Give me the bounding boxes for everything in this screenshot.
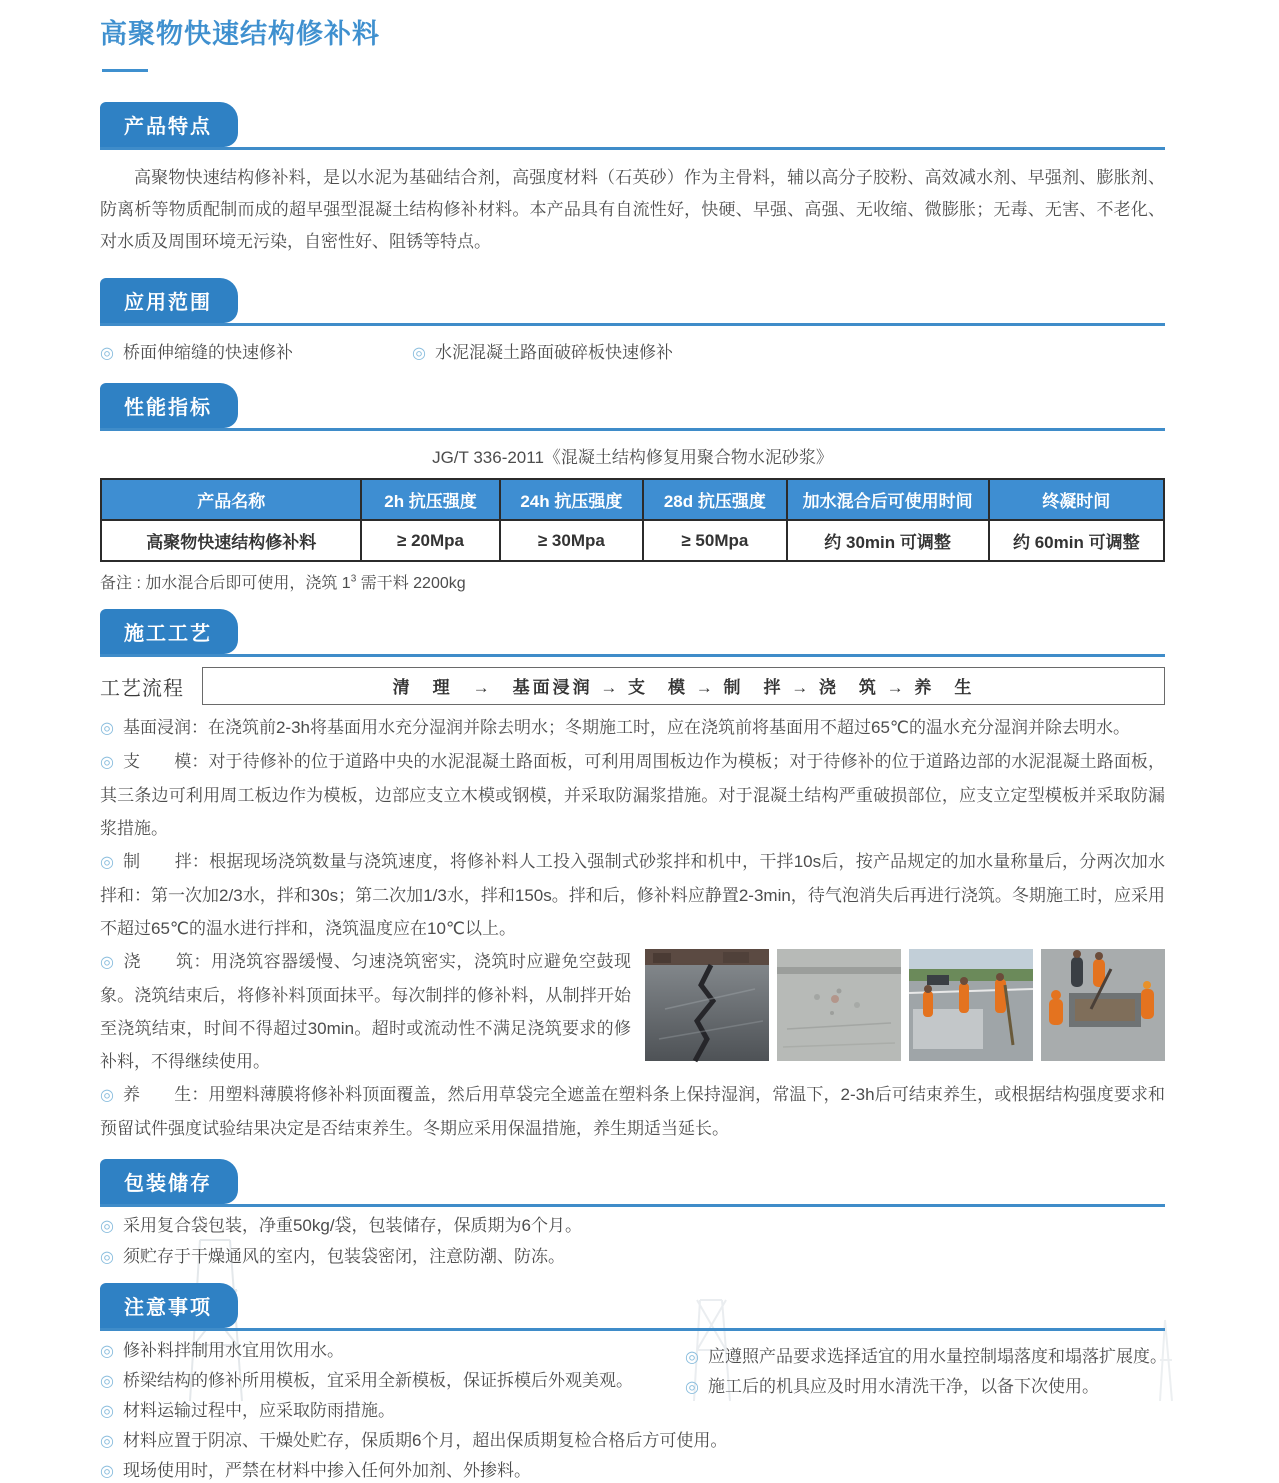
photo-pavement-repair-crew: [1041, 949, 1165, 1061]
table-cell: ≥ 50Mpa: [643, 520, 787, 561]
section-header-storage: [100, 1159, 1165, 1207]
bullet-icon: ◎: [100, 1087, 115, 1104]
application-label: 水泥混凝土路面破碎板快速修补: [434, 343, 673, 362]
page-title: 高聚物快速结构修补料: [100, 19, 380, 49]
bullet-icon: ◎: [100, 1403, 114, 1420]
section-performance: [100, 383, 1165, 593]
table-cell: 约 60min 可调整: [989, 520, 1164, 561]
precaution-text: 应遵照产品要求选择适宜的用水量控制塌落度和塌落扩展度。: [707, 1347, 1167, 1366]
precaution-text: 材料运输过程中，应采取防雨措施。: [122, 1401, 395, 1420]
section-applications: [100, 278, 1165, 363]
bullet-icon: ◎: [100, 754, 115, 771]
section-badge-features: 产品特点: [100, 102, 238, 147]
remark-text: 需干料 2200kg: [356, 575, 466, 592]
storage-text: 须贮存于干燥通风的室内，包装袋密闭，注意防潮、防冻。: [122, 1247, 565, 1266]
section-construction: [100, 609, 1165, 1145]
table-cell: 约 30min 可调整: [787, 520, 989, 561]
section-header-features: [100, 102, 1165, 150]
precaution-text: 修补料拌制用水宜用饮用水。: [122, 1341, 344, 1360]
process-flow-box: [202, 667, 1165, 705]
precaution-item: [100, 1429, 1165, 1453]
bullet-icon: ◎: [412, 345, 426, 362]
column-header: 24h 抗压强度: [500, 479, 644, 520]
table-remark: [100, 570, 1165, 593]
step-mixing: [100, 845, 1165, 945]
bullet-icon: ◎: [100, 1249, 114, 1266]
process-flow-text: 清 理 → 基面浸润 → 支 模 → 制 拌 → 浇 筑 → 养 生: [392, 678, 975, 697]
section-header-performance: [100, 383, 1165, 431]
storage-item: [100, 1246, 1165, 1269]
application-item: [100, 338, 412, 363]
title-underline: [102, 69, 148, 72]
bullet-icon: ◎: [100, 720, 114, 737]
column-header: 28d 抗压强度: [643, 479, 787, 520]
step-text: 基面浸润：在浇筑前2-3h将基面用水充分湿润并除去明水；冬期施工时，应在浇筑前将基面用不超过65℃的温水充分湿润并除去明水。: [122, 718, 1130, 737]
precaution-text: 材料应置于阴凉、干燥处贮存，保质期6个月，超出保质期复检合格后方可使用。: [122, 1431, 728, 1450]
table-cell: ≥ 20Mpa: [361, 520, 499, 561]
bullet-icon: ◎: [685, 1349, 699, 1366]
precaution-item: [685, 1345, 1167, 1369]
features-paragraph: 高聚物快速结构修补料，是以水泥为基础结合剂，高强度材料（石英砂）作为主骨料，辅以高分子胶粉、高效减水剂、早强剂、膨胀剂、防离析等物质配制而成的超早强型混凝土结构修补材料。本产品具有自流性好，快硬、早强、高强、无收缩、微膨胀；无毒、无害、不老化、对水质及周围环境无污染，自密性好、阻锈等特点。: [100, 168, 1165, 251]
site-photo-strip: [645, 949, 1165, 1061]
step-text: 制 拌：根据现场浇筑数量与浇筑速度，将修补料人工投入强制式砂浆拌和机中，干拌10s后，按产品规定的加水量称量后，分两次加水拌和：第一次加2/3水，拌和30s；第二次加1/3水，拌和150s。拌和后，修补料应静置2-3min，待气泡消失后再进行浇筑。冬期施工时，应采用不超过65℃的温水进行拌和，浇筑温度应在10℃以上。: [100, 852, 1165, 938]
section-precautions: [100, 1283, 1165, 1483]
table-cell: 高聚物快速结构修补料: [101, 520, 361, 561]
applications-list: [100, 338, 1165, 363]
bullet-icon: ◎: [100, 854, 115, 871]
section-badge-construction: 施工工艺: [100, 609, 238, 654]
storage-item: [100, 1215, 1165, 1238]
table-cell: ≥ 30Mpa: [500, 520, 644, 561]
precautions-right-column: [685, 1339, 1167, 1399]
step-text: 养 生：用塑料薄膜将修补料顶面覆盖，然后用草袋完全遮盖在塑料条上保持湿润，常温下，2-3h后可结束养生，或根据结构强度要求和预留试件强度试验结果决定是否结束养生。冬期应采用保温措施，养生期适当延长。: [100, 1085, 1165, 1138]
step-formwork: [100, 745, 1165, 845]
photo-damaged-concrete-surface: [777, 949, 901, 1061]
precaution-text: 施工后的机具应及时用水清洗干净，以备下次使用。: [707, 1377, 1099, 1396]
precaution-item: [685, 1375, 1167, 1399]
photo-road-repair-workers: [909, 949, 1033, 1061]
remark-text: 备注 : 加水混合后即可使用，浇筑 1: [100, 575, 351, 592]
column-header: 产品名称: [101, 479, 361, 520]
section-storage: [100, 1159, 1165, 1269]
process-flow-label: 工艺流程: [100, 677, 184, 700]
precautions-columns: [100, 1339, 1165, 1483]
photo-cracked-pavement: [645, 949, 769, 1061]
application-label: 桥面伸缩缝的快速修补: [122, 343, 293, 362]
bullet-icon: ◎: [100, 1433, 114, 1450]
bullet-icon: ◎: [100, 1373, 114, 1390]
step-surface-wetting: [100, 711, 1165, 745]
column-header: 加水混合后可使用时间: [787, 479, 989, 520]
precaution-text: 桥梁结构的修补所用模板，宜采用全新模板，保证拆模后外观美观。: [122, 1371, 633, 1390]
step-curing: [100, 1078, 1165, 1145]
remark-superscript: 3: [350, 573, 357, 585]
bullet-icon: ◎: [100, 954, 115, 971]
bullet-icon: ◎: [685, 1379, 699, 1396]
storage-text: 采用复合袋包装，净重50kg/袋，包装储存，保质期为6个月。: [122, 1216, 583, 1235]
section-badge-precautions: 注意事项: [100, 1283, 238, 1328]
process-flow-row: [100, 667, 1165, 705]
construction-steps: [100, 711, 1165, 1145]
section-badge-storage: 包装储存: [100, 1159, 238, 1204]
column-header: 终凝时间: [989, 479, 1164, 520]
application-item: [412, 338, 673, 363]
section-badge-performance: 性能指标: [100, 383, 238, 428]
table-header-row: [101, 479, 1164, 520]
section-header-construction: [100, 609, 1165, 657]
section-product-features: [100, 102, 1165, 258]
bullet-icon: ◎: [100, 1463, 114, 1480]
section-badge-applications: 应用范围: [100, 278, 238, 323]
precaution-text: 现场使用时，严禁在材料中掺入任何外加剂、外掺料。: [122, 1461, 531, 1480]
bullet-icon: ◎: [100, 345, 114, 362]
bullet-icon: ◎: [100, 1218, 114, 1235]
section-header-precautions: [100, 1283, 1165, 1331]
step-text: 支 模：对于待修补的位于道路中央的水泥混凝土路面板，可利用周围板边作为模板；对于待修补的位于道路边部的水泥混凝土路面板，其三条边可利用周工板边作为模板，边部应支立木模或钢模，并采取防漏浆措施。对于混凝土结构严重破损部位，应支立定型模板并采取防漏浆措施。: [100, 752, 1165, 838]
precaution-item: [100, 1459, 1165, 1483]
performance-table: [100, 478, 1165, 562]
step-text: 浇 筑：用浇筑容器缓慢、匀速浇筑密实，浇筑时应避免空鼓现象。浇筑结束后，将修补料顶面抹平。每次制拌的修补料，从制拌开始至浇筑结束，时间不得超过30min。超时或流动性不满足浇筑要求的修补料，不得继续使用。: [100, 952, 631, 1071]
table-row: [101, 520, 1164, 561]
section-header-applications: [100, 278, 1165, 326]
bullet-icon: ◎: [100, 1343, 114, 1360]
precaution-item: [100, 1399, 1165, 1423]
standard-reference: JG/T 336-2011《混凝土结构修复用聚合物水泥砂浆》: [432, 448, 833, 467]
storage-list: [100, 1215, 1165, 1269]
column-header: 2h 抗压强度: [361, 479, 499, 520]
